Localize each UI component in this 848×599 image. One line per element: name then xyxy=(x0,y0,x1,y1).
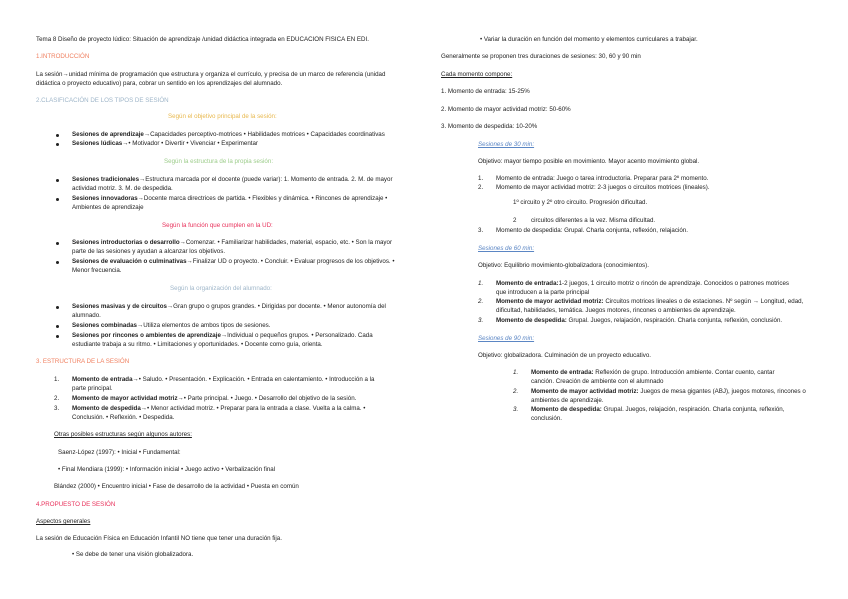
list-item: Sesiones combinadas→Utiliza elementos de ambos tipos de sesiones. xyxy=(72,322,271,329)
list-item-continuation: que introducen a la parte principal xyxy=(496,289,590,296)
list-item: Momento de mayor actividad motriz→• Parte principal. • Juego. • Desarrollo del objetivo de la sesión. xyxy=(72,395,357,402)
list-item: Momento de entrada: Juego o tarea introductoria. Preparar para 2º momento. xyxy=(496,175,709,182)
list-item: Sesiones tradicionales→Estructura marcada por el docente (puede variar): 1. Momento de entrada. 2. M. de mayor xyxy=(72,176,393,183)
section-heading-introduccion: 1.INTRODUCCIÓN xyxy=(36,53,90,60)
subheading-estructura: Según la estructura de la propia sesión: xyxy=(164,158,274,165)
bullet-icon xyxy=(56,261,59,264)
aspects-heading: Aspectos generales xyxy=(36,518,91,525)
subheading-organizacion: Según la organización del alumnado: xyxy=(170,285,272,292)
list-item: Sesiones masivas y de circuitos→Gran grupo o grupos grandes. • Dirigidas por docente. • Menor autonomía del xyxy=(72,303,386,310)
list-item: Sesiones innovadoras→Docente marca directrices de partida. • Flexibles y dinámica. • Rincones de aprendizaje • xyxy=(72,195,388,202)
bullet-icon xyxy=(56,306,59,309)
section-heading-propuesto: 4.PROPUESTO DE SESIÓN xyxy=(36,501,116,508)
section-heading-clasificacion: 2.CLASIFICACIÓN DE LOS TIPOS DE SESIÓN xyxy=(36,97,169,104)
list-item: Sesiones introductorias o desarrollo→Comenzar. • Familiarizar habilidades, material, espacio, etc. • Son la mayor xyxy=(72,239,393,246)
list-item: Momento de entrada→• Saludo. • Presentación. • Explicación. • Entrada en calentamiento. • Introducción a la xyxy=(72,376,375,383)
list-item-continuation: dificultad, habilidades, temática. Juegos motores, rincones o ambientes de aprendizaje. xyxy=(496,307,736,314)
list-item-continuation: parte principal. xyxy=(72,385,113,392)
list-item: Sesiones de evaluación o culminativas→Finalizar UD o proyecto. • Concluir. • Evaluar progresos de los objetivos. • xyxy=(72,258,395,265)
list-subitem: 1º circuito y 2º otro circuito. Progresión dificultad. xyxy=(513,199,648,206)
list-number: 1. xyxy=(54,376,60,383)
durations-text: Generalmente se proponen tres duraciones de sesiones: 30, 60 y 90 min xyxy=(441,53,641,60)
aspects-bullet: • Se debe de tener una visión globalizadora. xyxy=(72,551,194,558)
bullet-icon xyxy=(56,335,59,338)
bullet-icon xyxy=(56,325,59,328)
list-number: 3. xyxy=(54,405,60,412)
list-item: Momento de mayor actividad motriz: 2-3 juegos o circuitos motrices (lineales). xyxy=(496,184,710,191)
list-number: 2. xyxy=(54,395,60,402)
bullet-icon xyxy=(56,198,59,201)
intro-paragraph-line2: didáctica o proyecto educativo) para, cobrar un sentido en los aprendizajes del alumnado. xyxy=(36,80,283,87)
objective-60: Objetivo: Equilibrio movimiento-globalizadora (conocimientos). xyxy=(478,262,649,269)
heading-sesiones-60: Sesiones de 60 min: xyxy=(478,245,535,252)
list-item: Momento de despedida: Grupal. Charla conjunta, reflexión, relajación. xyxy=(496,227,688,234)
objective-30: Objetivo: mayor tiempo posible en movimiento. Mayor acento movimiento global. xyxy=(478,158,700,165)
objective-90: Objetivo: globalizadora. Culminación de un proyecto educativo. xyxy=(478,352,652,359)
list-number: 2. xyxy=(478,184,484,191)
aspects-paragraph: La sesión de Educación Física en Educación Infantil NO tiene que tener una duración fija. xyxy=(36,535,282,542)
list-item: Momento de mayor actividad motriz: Juegos de mesa gigantes (ABJ), juegos motores, rincones o xyxy=(531,388,806,395)
list-item: Sesiones por rincones o ambientes de aprendizaje→Individual o pequeños grupos. • Personalizado. Cada xyxy=(72,332,373,339)
list-number: 2. xyxy=(513,388,519,395)
subheading-funcion: Según la función que cumplen en la UD: xyxy=(162,222,273,229)
author-line: Saenz-López (1997): • Inicial • Fundamental: xyxy=(58,449,181,456)
intro-paragraph-line1: La sesión→unidad mínima de programación que estructura y organiza el currículo, y precisa de un marco de referencia (unidad xyxy=(36,71,386,78)
document-title: Tema 8 Diseño de proyecto lúdico: Situación de aprendizaje /unidad didáctica integrada en EDUCACION FISICA EN EDI. xyxy=(36,36,369,43)
author-line: • Final Mendiara (1999): • Información inicial • Juego activo • Verbalización final xyxy=(58,466,276,473)
bullet-icon xyxy=(56,179,59,182)
author-line: Blández (2000) • Encuentro inicial • Fase de desarrollo de la actividad • Puesta en común xyxy=(54,483,299,490)
list-item-continuation: parte de las sesiones y ayudan a alcanzar los objetivos. xyxy=(72,248,226,255)
bullet-icon xyxy=(56,134,59,137)
list-item-continuation: Ambientes de aprendizaje xyxy=(72,204,144,211)
list-item-continuation: ambientes de aprendizaje. xyxy=(531,397,604,404)
list-item: Sesiones lúdicas→• Motivador • Divertir • Vivenciar • Experimentar xyxy=(72,140,258,147)
bullet-icon xyxy=(56,143,59,146)
list-number: 3. xyxy=(478,227,484,234)
authors-heading: Otras posibles estructuras según algunos autores: xyxy=(54,431,192,438)
list-item-continuation: canción. Creación de ambiente con el alumnado xyxy=(531,378,664,385)
list-number: 2. xyxy=(478,298,484,305)
list-item-continuation: alumnado. xyxy=(72,312,101,319)
list-number: 1. xyxy=(513,369,519,376)
list-item: Momento de despedida: Grupal. Juegos, relajación, respiración. Charla conjunta, reflexión, conclusión. xyxy=(496,317,783,324)
each-moment-heading: Cada momento compone: xyxy=(441,71,513,78)
list-item: Sesiones de aprendizaje→Capacidades perceptivo-motrices • Habilidades motrices • Capacidades coordinativas xyxy=(72,131,385,138)
list-item-continuation: actividad motriz. 3. M. de despedida. xyxy=(72,185,173,192)
list-number: 1. xyxy=(478,280,484,287)
moment-percentage: 3. Momento de despedida: 10-20% xyxy=(441,123,538,130)
list-item-continuation: estudiante trabaja a su ritmo. • Limitaciones y oportunidades. • Docente como guía, orienta. xyxy=(72,341,323,348)
list-item: Momento de despedida: Grupal. Juegos, relajación, respiración. Charla conjunta, reflexión, xyxy=(531,406,785,413)
moment-percentage: 1. Momento de entrada: 15-25% xyxy=(441,88,530,95)
list-item-continuation: conclusión. xyxy=(531,415,562,422)
list-item: Momento de mayor actividad motriz: Circuitos motrices lineales o de estaciones. Nº según → Longitud, edad, xyxy=(496,298,804,305)
moment-percentage: 2. Momento de mayor actividad motriz: 50-60% xyxy=(441,106,571,113)
list-item-continuation: Menor frecuencia. xyxy=(72,267,122,274)
subheading-objetivo: Según el objetivo principal de la sesión: xyxy=(168,113,277,120)
bullet-icon xyxy=(56,242,59,245)
list-item-continuation: Conclusión. • Reflexión. • Despedida. xyxy=(72,414,175,421)
list-number: 3. xyxy=(478,317,484,324)
section-heading-estructura: 3. ESTRUCTURA DE LA SESIÓN xyxy=(36,358,130,365)
list-number: 3. xyxy=(513,406,519,413)
list-item: Momento de entrada:1-2 juegos, 1 circuito motriz o rincón de aprendizaje. Conocidos o patrones motrices xyxy=(496,280,790,287)
top-bullet: • Variar la duración en función del momento y elementos curriculares a trabajar. xyxy=(480,36,698,43)
list-number: 1. xyxy=(478,175,484,182)
heading-sesiones-30: Sesiones de 30 min: xyxy=(478,141,535,148)
list-item: Momento de despedida→• Menor actividad motriz. • Preparar para la entrada a clase. Vuelta a la calma. • xyxy=(72,405,366,412)
list-item: Momento de entrada: Reflexión de grupo. Introducción ambiente. Contar cuento, cantar xyxy=(531,369,775,376)
list-number: 2 xyxy=(513,217,517,224)
heading-sesiones-90: Sesiones de 90 min: xyxy=(478,335,535,342)
list-subitem: circuitos diferentes a la vez. Misma dificultad. xyxy=(531,217,656,224)
